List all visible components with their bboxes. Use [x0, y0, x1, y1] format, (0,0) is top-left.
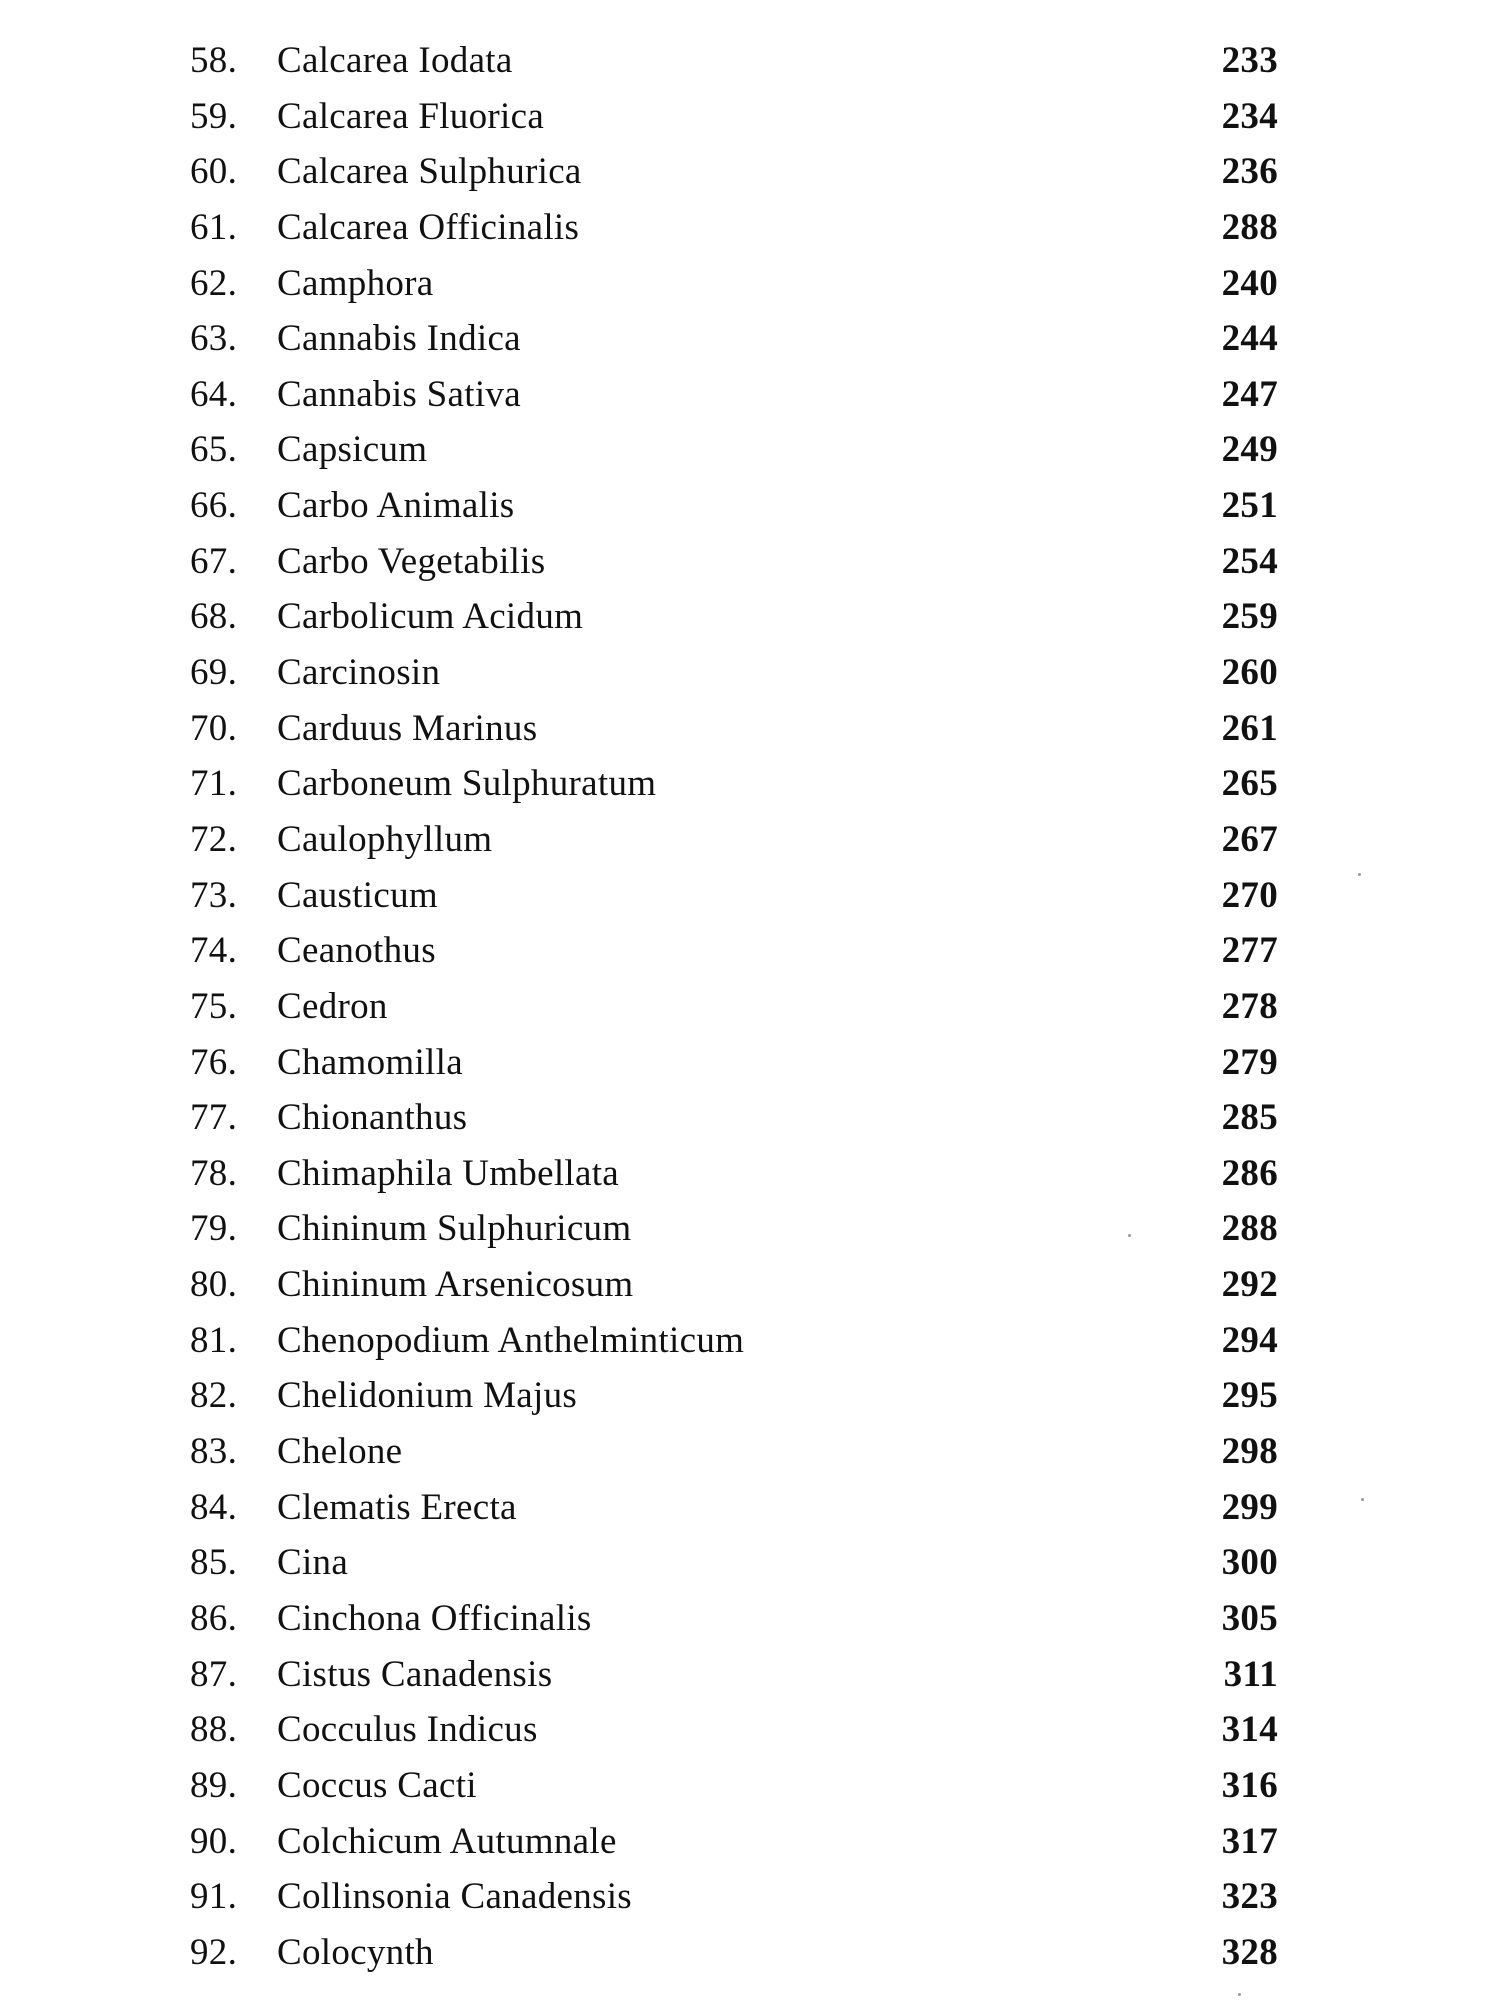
- entry-number: 58.: [190, 40, 238, 81]
- entry-number: 68.: [190, 596, 238, 638]
- entry-title: Chelone: [277, 1431, 403, 1473]
- entry-title: Colocynth: [277, 1931, 434, 1973]
- toc-entry: [0, 1424, 1500, 1480]
- entry-page-number: 254: [1221, 540, 1278, 582]
- entry-page-number: 233: [1221, 40, 1278, 81]
- entry-title: Calcarea Officinalis: [277, 206, 580, 248]
- entry-page-number: 298: [1221, 1431, 1278, 1473]
- entry-number: 86.: [190, 1597, 238, 1639]
- toc-entry: [0, 868, 1500, 924]
- entry-number: 76.: [190, 1041, 238, 1083]
- entry-title: Carbolicum Acidum: [277, 596, 584, 638]
- entry-title: Chininum Arsenicosum: [277, 1264, 634, 1306]
- toc-entry: [0, 979, 1500, 1035]
- toc-entry: [0, 1201, 1500, 1257]
- toc-entry: [0, 534, 1500, 590]
- entry-page-number: 259: [1221, 596, 1278, 638]
- entry-page-number: 270: [1221, 874, 1278, 916]
- entry-title: Cinchona Officinalis: [277, 1597, 592, 1639]
- entry-page-number: 288: [1221, 206, 1278, 248]
- entry-page-number: 317: [1221, 1820, 1278, 1862]
- entry-number: 81.: [190, 1319, 238, 1361]
- entry-number: 80.: [190, 1264, 238, 1306]
- entry-title: Collinsonia Canadensis: [277, 1876, 632, 1918]
- entry-number: 62.: [190, 262, 238, 304]
- toc-entry: [0, 1313, 1500, 1369]
- scan-speck: [1238, 1993, 1241, 1996]
- toc-entry: [0, 812, 1500, 868]
- entry-page-number: 323: [1221, 1876, 1278, 1918]
- entry-number: 72.: [190, 818, 238, 860]
- entry-title: Clematis Erecta: [277, 1486, 517, 1528]
- scan-speck: [1128, 1234, 1131, 1237]
- entry-number: 89.: [190, 1764, 238, 1806]
- entry-number: 84.: [190, 1486, 238, 1528]
- entry-page-number: 286: [1221, 1152, 1278, 1194]
- toc-entry: [0, 200, 1500, 256]
- entry-page-number: 265: [1221, 763, 1278, 805]
- toc-entry: [0, 1146, 1500, 1202]
- entry-number: 77.: [190, 1097, 238, 1139]
- toc-entry: [0, 1702, 1500, 1758]
- entry-title: Chionanthus: [277, 1097, 468, 1139]
- entry-title: Cannabis Sativa: [277, 373, 521, 415]
- entry-title: Chimaphila Umbellata: [277, 1152, 619, 1194]
- entry-number: 66.: [190, 485, 238, 527]
- toc-entry: [0, 589, 1500, 645]
- toc-entry: [0, 1647, 1500, 1703]
- entry-title: Carcinosin: [277, 652, 441, 694]
- toc-list: [0, 33, 1500, 1980]
- entry-page-number: 314: [1221, 1709, 1278, 1751]
- entry-page-number: 288: [1221, 1208, 1278, 1250]
- entry-title: Cocculus Indicus: [277, 1709, 538, 1751]
- entry-number: 82.: [190, 1375, 238, 1417]
- toc-entry: [0, 422, 1500, 478]
- entry-number: 60.: [190, 151, 238, 193]
- entry-title: Chenopodium Anthelminticum: [277, 1319, 745, 1361]
- toc-entry: [0, 367, 1500, 423]
- toc-entry: [0, 701, 1500, 757]
- entry-number: 73.: [190, 874, 238, 916]
- toc-entry: [0, 1368, 1500, 1424]
- entry-number: 67.: [190, 540, 238, 582]
- toc-entry: [0, 478, 1500, 534]
- entry-page-number: 251: [1221, 485, 1278, 527]
- entry-title: Carbo Animalis: [277, 485, 515, 527]
- scan-speck: [1358, 873, 1361, 876]
- entry-title: Chamomilla: [277, 1041, 463, 1083]
- toc-entry: [0, 756, 1500, 812]
- entry-page-number: 294: [1221, 1319, 1278, 1361]
- entry-page-number: 247: [1221, 373, 1278, 415]
- toc-entry: [0, 1090, 1500, 1146]
- entry-number: 71.: [190, 763, 238, 805]
- entry-number: 65.: [190, 429, 238, 471]
- toc-entry: [0, 1535, 1500, 1591]
- entry-page-number: 249: [1221, 429, 1278, 471]
- entry-title: Caulophyllum: [277, 818, 493, 860]
- entry-title: Capsicum: [277, 429, 428, 471]
- entry-page-number: 295: [1221, 1375, 1278, 1417]
- entry-title: Calcarea Iodata: [277, 40, 513, 81]
- entry-number: 61.: [190, 206, 238, 248]
- entry-page-number: 316: [1221, 1764, 1278, 1806]
- toc-entry: [0, 1814, 1500, 1870]
- toc-entry: [0, 33, 1500, 89]
- entry-number: 69.: [190, 652, 238, 694]
- entry-number: 63.: [190, 318, 238, 360]
- toc-entry: [0, 1591, 1500, 1647]
- scan-speck: [1361, 1498, 1364, 1501]
- entry-number: 75.: [190, 985, 238, 1027]
- entry-number: 90.: [190, 1820, 238, 1862]
- entry-page-number: 234: [1221, 95, 1278, 137]
- entry-number: 79.: [190, 1208, 238, 1250]
- entry-page-number: 240: [1221, 262, 1278, 304]
- entry-page-number: 292: [1221, 1264, 1278, 1306]
- entry-page-number: 278: [1221, 985, 1278, 1027]
- entry-page-number: 260: [1221, 652, 1278, 694]
- entry-page-number: 311: [1223, 1653, 1278, 1695]
- entry-title: Colchicum Autumnale: [277, 1820, 617, 1862]
- toc-entry: [0, 1035, 1500, 1091]
- toc-entry: [0, 1925, 1500, 1981]
- toc-entry: [0, 1257, 1500, 1313]
- entry-page-number: 267: [1221, 818, 1278, 860]
- toc-entry: [0, 256, 1500, 312]
- entry-page-number: 277: [1221, 930, 1278, 972]
- entry-number: 87.: [190, 1653, 238, 1695]
- entry-page-number: 236: [1221, 151, 1278, 193]
- toc-entry: [0, 144, 1500, 200]
- toc-entry: [0, 923, 1500, 979]
- toc-entry: [0, 311, 1500, 367]
- entry-title: Ceanothus: [277, 930, 436, 972]
- entry-page-number: 279: [1221, 1041, 1278, 1083]
- entry-title: Chininum Sulphuricum: [277, 1208, 632, 1250]
- toc-entry: [0, 89, 1500, 145]
- entry-title: Calcarea Fluorica: [277, 95, 545, 137]
- toc-entry: [0, 1869, 1500, 1925]
- entry-page-number: 261: [1221, 707, 1278, 749]
- entry-title: Chelidonium Majus: [277, 1375, 578, 1417]
- entry-title: Camphora: [277, 262, 434, 304]
- entry-title: Cedron: [277, 985, 388, 1027]
- entry-title: Carboneum Sulphuratum: [277, 763, 657, 805]
- entry-page-number: 285: [1221, 1097, 1278, 1139]
- entry-page-number: 244: [1221, 318, 1278, 360]
- entry-number: 70.: [190, 707, 238, 749]
- entry-title: Coccus Cacti: [277, 1764, 477, 1806]
- entry-title: Carbo Vegetabilis: [277, 540, 546, 582]
- entry-title: Cannabis Indica: [277, 318, 521, 360]
- entry-number: 91.: [190, 1876, 238, 1918]
- entry-title: Causticum: [277, 874, 438, 916]
- entry-page-number: 299: [1221, 1486, 1278, 1528]
- toc-entry: [0, 1480, 1500, 1536]
- entry-number: 64.: [190, 373, 238, 415]
- entry-number: 88.: [190, 1709, 238, 1751]
- entry-number: 74.: [190, 930, 238, 972]
- toc-entry: [0, 1758, 1500, 1814]
- entry-number: 78.: [190, 1152, 238, 1194]
- entry-title: Calcarea Sulphurica: [277, 151, 582, 193]
- entry-page-number: 300: [1221, 1542, 1278, 1584]
- entry-page-number: 305: [1221, 1597, 1278, 1639]
- entry-page-number: 328: [1221, 1931, 1278, 1973]
- entry-number: 92.: [190, 1931, 238, 1973]
- entry-title: Cistus Canadensis: [277, 1653, 553, 1695]
- entry-number: 83.: [190, 1431, 238, 1473]
- entry-number: 59.: [190, 95, 238, 137]
- toc-entry: [0, 645, 1500, 701]
- entry-number: 85.: [190, 1542, 238, 1584]
- entry-title: Carduus Marinus: [277, 707, 538, 749]
- entry-title: Cina: [277, 1542, 349, 1584]
